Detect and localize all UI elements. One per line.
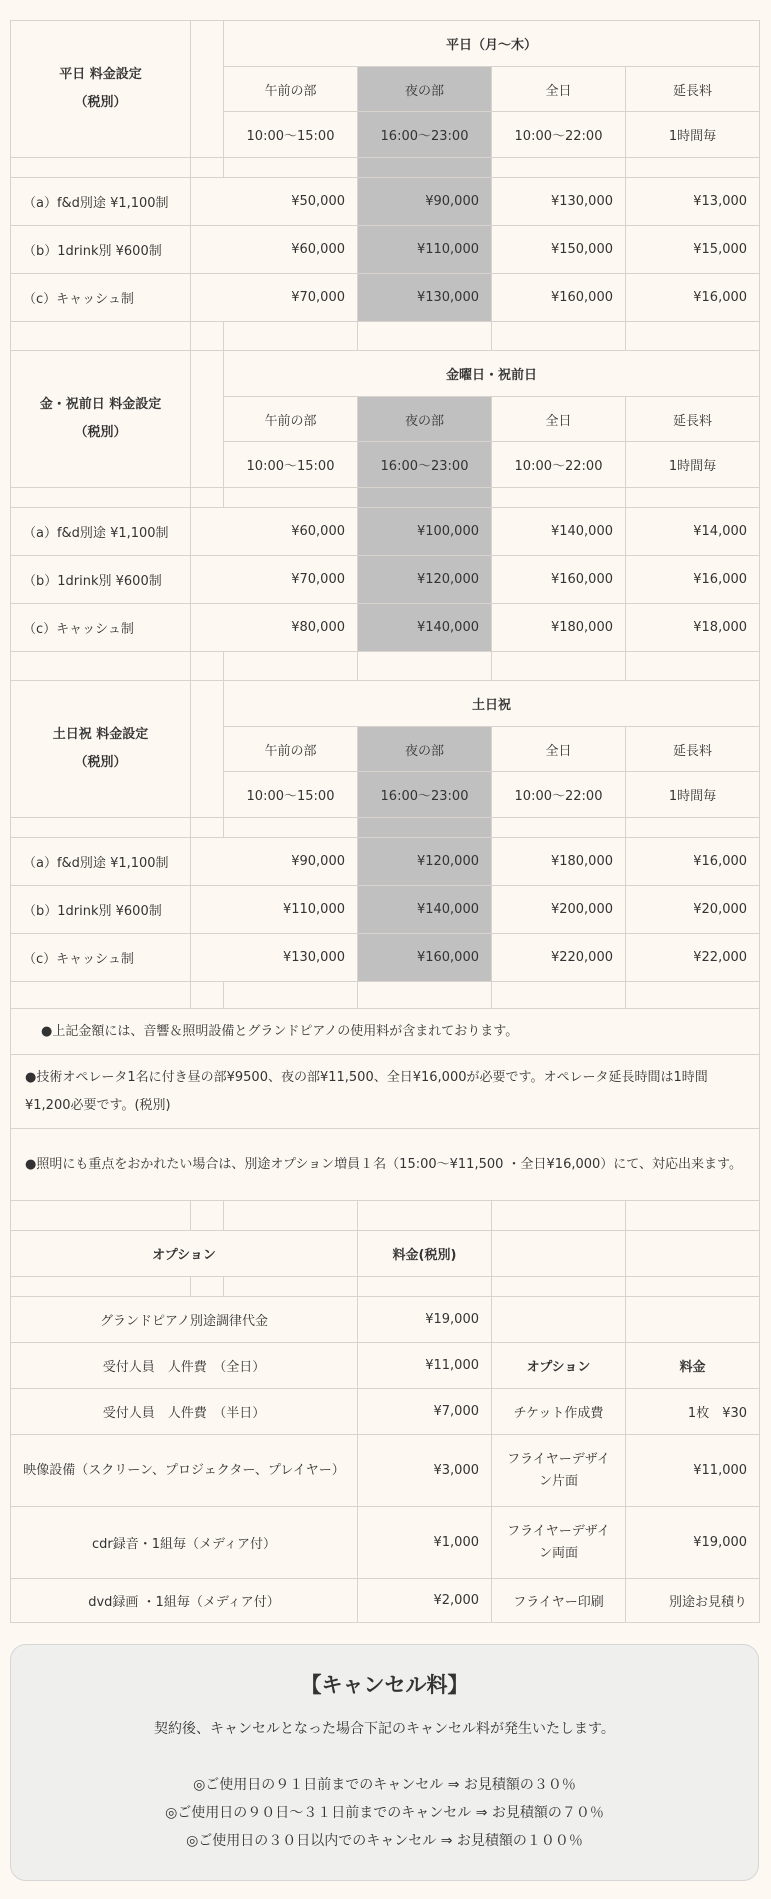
side-option-price: 別途お見積り (626, 1579, 760, 1623)
options-price-header: 料金(税別) (358, 1231, 492, 1277)
plan-label: （a）f&d別途 ¥1,100制 (11, 508, 191, 556)
time-cell: 10:00〜15:00 (224, 442, 358, 488)
spacer-cell (626, 982, 760, 1009)
spacer-cell (224, 818, 358, 838)
price-cell: ¥70,000 (191, 274, 358, 322)
spacer-cell (11, 982, 191, 1009)
price-row (11, 886, 760, 934)
option-row (11, 1343, 760, 1389)
price-cell-night: ¥120,000 (358, 838, 492, 886)
price-cell-night: ¥110,000 (358, 226, 492, 274)
section-title: 金・祝前日 料金設定 (39, 397, 162, 412)
plan-label: （b）1drink別 ¥600制 (11, 886, 191, 934)
price-cell-night: ¥130,000 (358, 274, 492, 322)
price-cell: ¥15,000 (626, 226, 760, 274)
spacer-cell (492, 322, 626, 351)
price-cell: ¥13,000 (626, 178, 760, 226)
spacer-cell-night (358, 158, 492, 178)
price-cell: ¥160,000 (492, 556, 626, 604)
spacer-cell (191, 1277, 224, 1297)
column-header-night: 夜の部 (358, 397, 492, 442)
price-cell: ¥50,000 (191, 178, 358, 226)
section-title: 平日 料金設定 (59, 67, 142, 82)
price-row (11, 226, 760, 274)
spacer-cell (358, 1201, 492, 1231)
option-row (11, 1297, 760, 1343)
spacer-cell (11, 652, 191, 681)
note-text: ●上記金額には、音響＆照明設備とグランドピアノの使用料が含まれております。 (11, 1009, 760, 1055)
spacer-cell (626, 488, 760, 508)
time-cell: 10:00〜22:00 (492, 112, 626, 158)
side-option-label: フライヤーデザイン片面 (492, 1435, 626, 1507)
column-header: 全日 (492, 727, 626, 772)
side-option-price: ¥19,000 (626, 1507, 760, 1579)
spacer-cell (191, 322, 224, 351)
price-cell: ¥130,000 (191, 934, 358, 982)
period-header: 金曜日・祝前日 (224, 351, 760, 397)
price-cell: ¥70,000 (191, 556, 358, 604)
price-cell: ¥60,000 (191, 508, 358, 556)
option-label: 映像設備（スクリーン、プロジェクター、プレイヤー） (11, 1435, 358, 1507)
spacer-cell (492, 982, 626, 1009)
price-cell: ¥220,000 (492, 934, 626, 982)
time-cell: 1時間毎 (626, 442, 760, 488)
pricing-table (10, 20, 760, 1623)
spacer-cell (626, 1201, 760, 1231)
spacer-cell (492, 1201, 626, 1231)
price-cell-night: ¥140,000 (358, 604, 492, 652)
plan-label: （b）1drink別 ¥600制 (11, 226, 191, 274)
column-header: 延長料 (626, 67, 760, 112)
column-header: 全日 (492, 67, 626, 112)
spacer-cell (626, 818, 760, 838)
option-price: ¥11,000 (358, 1343, 492, 1389)
price-cell: ¥22,000 (626, 934, 760, 982)
cancel-title: 【キャンセル料】 (300, 1673, 469, 1697)
spacer-cell-night (358, 818, 492, 838)
spacer-cell (11, 322, 191, 351)
price-cell: ¥16,000 (626, 838, 760, 886)
option-price: ¥7,000 (358, 1389, 492, 1435)
section-title-cell (11, 681, 191, 818)
spacer-cell (626, 158, 760, 178)
spacer-cell (224, 982, 358, 1009)
period-header: 土日祝 (224, 681, 760, 727)
spacer-cell (11, 1201, 191, 1231)
option-price: ¥19,000 (358, 1297, 492, 1343)
spacer-cell (191, 982, 224, 1009)
time-cell: 1時間毎 (626, 112, 760, 158)
price-cell: ¥16,000 (626, 556, 760, 604)
plan-label: （c）キャッシュ制 (11, 604, 191, 652)
price-row (11, 556, 760, 604)
section-subtitle: （税別） (74, 95, 127, 110)
option-label: 受付人員 人件費 （全日） (11, 1343, 358, 1389)
option-label: cdr録音・1組毎（メディア付） (11, 1507, 358, 1579)
cancel-policy-box (10, 1644, 759, 1881)
time-cell-night: 16:00〜23:00 (358, 112, 492, 158)
spacer-cell (492, 1277, 626, 1297)
time-cell: 1時間毎 (626, 772, 760, 818)
cancel-item: ◎ご使用日の３０日以内でのキャンセル ⇒ お見積額の１００％ (186, 1833, 583, 1849)
time-cell: 10:00〜22:00 (492, 772, 626, 818)
price-cell: ¥20,000 (626, 886, 760, 934)
price-cell: ¥60,000 (191, 226, 358, 274)
section-title-cell (11, 351, 191, 488)
side-price-header: 料金 (626, 1343, 760, 1389)
spacer-cell (492, 1231, 626, 1277)
option-label: 受付人員 人件費 （半日） (11, 1389, 358, 1435)
side-options-header: オプション (492, 1343, 626, 1389)
option-price: ¥2,000 (358, 1579, 492, 1623)
price-cell: ¥180,000 (492, 838, 626, 886)
spacer-cell (191, 21, 224, 158)
spacer-cell (11, 158, 191, 178)
period-header: 平日（月〜木） (224, 21, 760, 67)
spacer-cell (626, 1231, 760, 1277)
note-text: ●技術オペレータ1名に付き昼の部¥9500、夜の部¥11,500、全日¥16,000が必要です。オペレータ延長時間は1時間¥1,200必要です。(税別) (11, 1055, 760, 1129)
price-cell: ¥80,000 (191, 604, 358, 652)
spacer-cell (224, 1277, 358, 1297)
price-cell-night: ¥120,000 (358, 556, 492, 604)
price-cell: ¥180,000 (492, 604, 626, 652)
option-row (11, 1435, 760, 1507)
spacer-cell (191, 351, 224, 488)
spacer-cell (492, 488, 626, 508)
price-row (11, 604, 760, 652)
price-cell: ¥150,000 (492, 226, 626, 274)
spacer-cell (626, 652, 760, 681)
price-cell: ¥16,000 (626, 274, 760, 322)
side-option-label: チケット作成費 (492, 1389, 626, 1435)
spacer-cell-night (358, 488, 492, 508)
price-row (11, 838, 760, 886)
price-cell: ¥160,000 (492, 274, 626, 322)
spacer-cell (11, 488, 191, 508)
side-option-label: フライヤー印刷 (492, 1579, 626, 1623)
time-cell: 10:00〜15:00 (224, 772, 358, 818)
plan-label: （a）f&d別途 ¥1,100制 (11, 178, 191, 226)
spacer-cell (358, 1277, 492, 1297)
price-cell-night: ¥160,000 (358, 934, 492, 982)
plan-label: （b）1drink別 ¥600制 (11, 556, 191, 604)
column-header: 午前の部 (224, 727, 358, 772)
side-option-label: フライヤーデザイン両面 (492, 1507, 626, 1579)
price-cell-night: ¥140,000 (358, 886, 492, 934)
spacer-cell (11, 818, 191, 838)
column-header-night: 夜の部 (358, 727, 492, 772)
option-label: グランドピアノ別途調律代金 (11, 1297, 358, 1343)
price-row (11, 274, 760, 322)
column-header: 午前の部 (224, 67, 358, 112)
spacer-cell (626, 1277, 760, 1297)
spacer-cell (358, 982, 492, 1009)
spacer-cell (224, 158, 358, 178)
option-row (11, 1579, 760, 1623)
price-cell-night: ¥100,000 (358, 508, 492, 556)
section-title-cell (11, 21, 191, 158)
price-row (11, 178, 760, 226)
spacer-cell (11, 1277, 191, 1297)
time-cell: 10:00〜22:00 (492, 442, 626, 488)
note-text: ●照明にも重点をおかれたい場合は、別途オプション増員１名（15:00〜¥11,500 ・全日¥16,000）にて、対応出来ます。 (11, 1129, 760, 1201)
price-cell: ¥90,000 (191, 838, 358, 886)
price-row (11, 508, 760, 556)
section-subtitle: （税別） (74, 425, 127, 440)
cancel-item: ◎ご使用日の９１日前までのキャンセル ⇒ お見積額の３０％ (193, 1777, 576, 1793)
price-cell: ¥18,000 (626, 604, 760, 652)
spacer-cell (191, 818, 224, 838)
time-cell-night: 16:00〜23:00 (358, 442, 492, 488)
column-header: 全日 (492, 397, 626, 442)
time-cell: 10:00〜15:00 (224, 112, 358, 158)
time-cell-night: 16:00〜23:00 (358, 772, 492, 818)
plan-label: （a）f&d別途 ¥1,100制 (11, 838, 191, 886)
option-price: ¥3,000 (358, 1435, 492, 1507)
side-option-price: 1枚 ¥30 (626, 1389, 760, 1435)
spacer-cell (492, 818, 626, 838)
spacer-cell (358, 652, 492, 681)
section-subtitle: （税別） (74, 755, 127, 770)
price-cell: ¥14,000 (626, 508, 760, 556)
spacer-cell (224, 1201, 358, 1231)
column-header-night: 夜の部 (358, 67, 492, 112)
side-option-price: ¥11,000 (626, 1435, 760, 1507)
option-label: dvd録画 ・1組毎（メディア付） (11, 1579, 358, 1623)
option-row (11, 1507, 760, 1579)
plan-label: （c）キャッシュ制 (11, 934, 191, 982)
column-header: 延長料 (626, 727, 760, 772)
spacer-cell (224, 322, 358, 351)
price-cell: ¥140,000 (492, 508, 626, 556)
spacer-cell (492, 1297, 626, 1343)
spacer-cell (492, 158, 626, 178)
column-header: 午前の部 (224, 397, 358, 442)
price-row (11, 934, 760, 982)
spacer-cell (191, 681, 224, 818)
spacer-cell (191, 158, 224, 178)
cancel-items (11, 1771, 758, 1855)
plan-label: （c）キャッシュ制 (11, 274, 191, 322)
spacer-cell (492, 652, 626, 681)
options-header: オプション (11, 1231, 358, 1277)
spacer-cell (191, 488, 224, 508)
price-cell: ¥110,000 (191, 886, 358, 934)
spacer-cell (626, 322, 760, 351)
option-price: ¥1,000 (358, 1507, 492, 1579)
column-header: 延長料 (626, 397, 760, 442)
option-row (11, 1389, 760, 1435)
spacer-cell (191, 652, 224, 681)
spacer-cell (358, 322, 492, 351)
cancel-intro: 契約後、キャンセルとなった場合下記のキャンセル料が発生いたします。 (154, 1721, 615, 1737)
cancel-item: ◎ご使用日の９０日〜３１日前までのキャンセル ⇒ お見積額の７０％ (165, 1805, 604, 1821)
spacer-cell (224, 488, 358, 508)
spacer-cell (191, 1201, 224, 1231)
price-cell-night: ¥90,000 (358, 178, 492, 226)
section-title: 土日祝 料金設定 (52, 727, 149, 742)
spacer-cell (626, 1297, 760, 1343)
price-cell: ¥130,000 (492, 178, 626, 226)
price-cell: ¥200,000 (492, 886, 626, 934)
spacer-cell (224, 652, 358, 681)
